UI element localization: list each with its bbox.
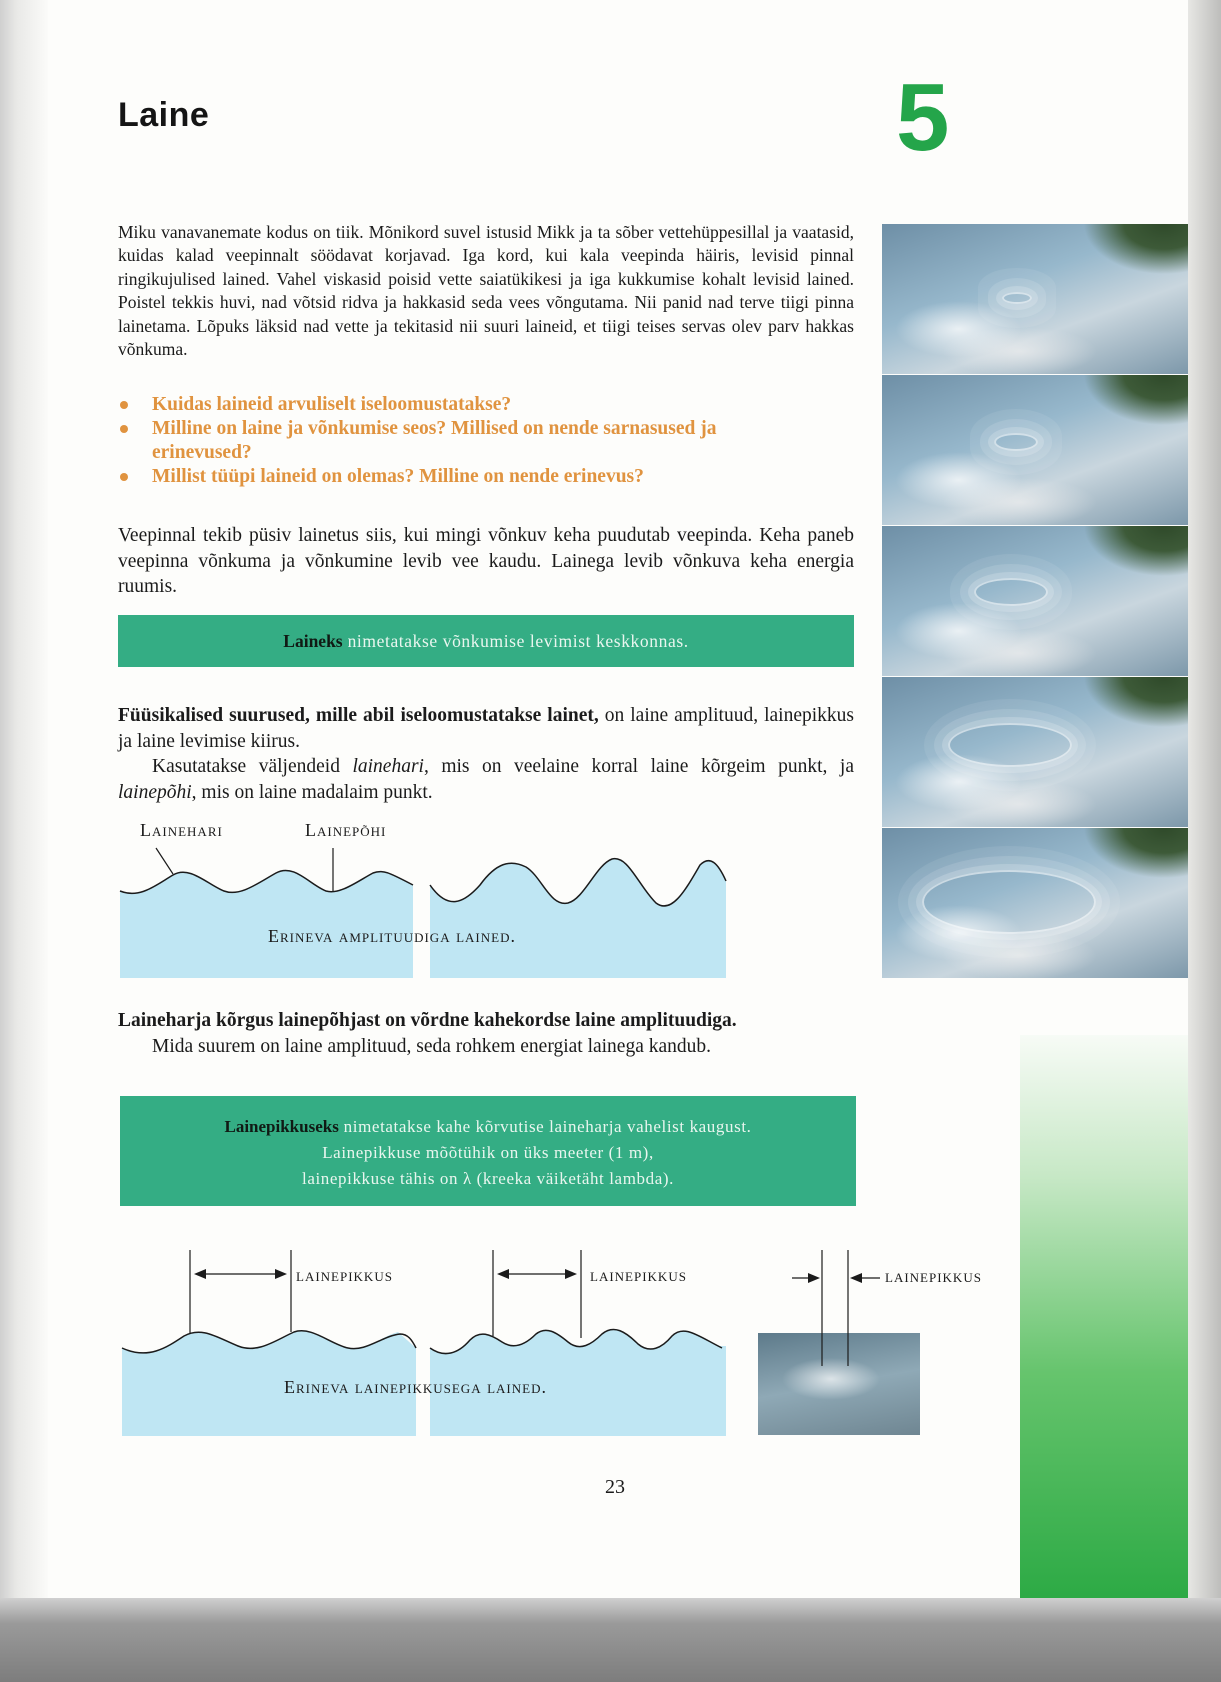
small-amplitude-wave — [120, 870, 413, 978]
ripple-rings — [974, 578, 1048, 606]
question-list — [118, 393, 818, 489]
ripple-photo — [882, 224, 1188, 374]
page-edge — [1188, 0, 1221, 1682]
term-lainepohi: lainepõhi — [118, 781, 192, 803]
ripple-photo — [882, 677, 1188, 827]
tree-reflection — [1068, 375, 1188, 435]
body-paragraph: Veepinnal tekib püsiv lainetus siis, kui mingi võnkuv keha puudutab veepinda. Keha paneb veepinna võnkuma ja võnkumine levib vee kaudu. Lainega levib võnkuva keha energia ruumis. — [118, 525, 854, 597]
definition-text: nimetatakse võnkumise levimist keskkonnas. — [342, 631, 689, 651]
tree-reflection — [1068, 526, 1188, 586]
amplitude-caption: Erineva amplituudiga lained. — [268, 926, 516, 946]
tree-reflection — [1068, 224, 1188, 284]
ripple-rings — [1002, 292, 1032, 304]
page-title: Laine — [118, 96, 210, 134]
amplitude-wave-diagram — [118, 845, 728, 980]
label-crest: Lainehari — [140, 820, 223, 840]
wavelength-definition-box: Lainepikkuseks nimetatakse kahe kõrvutise laineharja vahelist kaugust. Lainepikkuse mõõtühik on üks meeter (1 m), lainepikkuse tähis on λ (kreeka väiketäht lambda). — [120, 1096, 856, 1206]
ripple-rings — [922, 870, 1096, 934]
page-number: 23 — [605, 1476, 625, 1498]
wavelength-caption: Erineva lainepikkusega lained. — [284, 1377, 547, 1397]
ripple-rings — [994, 433, 1038, 451]
term-lainehari: lainehari — [352, 756, 424, 777]
terms-paragraph: Kasutatakse väljendeid lainehari, mis on veelaine korral laine kõrgeim punkt, ja lainepõhi, mis on laine madalaim punkt. — [118, 756, 854, 803]
bullet-icon — [120, 473, 128, 481]
scanner-margin — [0, 1598, 1221, 1682]
wavelength-label: lainepikkus — [296, 1265, 393, 1285]
question-item: Kuidas laineid arvuliselt iseloomustatakse? — [118, 393, 818, 417]
tree-reflection — [1068, 828, 1188, 888]
wave-definition-box — [118, 615, 854, 667]
bullet-icon — [120, 425, 128, 433]
bullet-icon — [120, 401, 128, 409]
question-item: Millist tüüpi laineid on olemas? Milline on nende erinevus? — [118, 465, 818, 489]
intro-paragraph: Miku vanavanemate kodus on tiik. Mõnikord suvel istusid Mikk ja ta sõber vettehüppesillal ja vaatasid, kuidas kalad veepinnalt söödavat korjavad. Iga kord, kui kala veepinda häiris, levisid pinnal ringikujulised lained. Vahel viskasid poisid vette saiatükikesi ja iga kukkumise kohalt levisid lained. Poistel tekkis huvi, nad võtsid ridva ja hakkasid seda vees võngutama. Nii panid nad terve tiigi pinna lainetama. Lõpuks läksid nad vette ja tekitasid nii suuri laineid, et tiigi teises servas olev parv hakkas võnkuma. — [118, 222, 854, 360]
wavelength-label: lainepikkus — [885, 1266, 982, 1286]
question-item: Milline on laine ja võnkumise seos? Millised on nende sarnasused ja erinevused? — [118, 417, 818, 465]
green-margin-strip — [1020, 1035, 1192, 1598]
label-trough: Lainepõhi — [305, 820, 387, 840]
ripple-photo-sequence — [882, 224, 1188, 980]
binding-shadow — [0, 0, 48, 1598]
chapter-number: 5 — [896, 64, 950, 171]
definition-term: Laineks — [283, 631, 343, 651]
tree-reflection — [1068, 677, 1188, 737]
photo-wavelength-marker — [790, 1250, 890, 1368]
large-amplitude-wave — [430, 859, 726, 978]
definition-term: Lainepikkuseks — [224, 1117, 339, 1136]
amplitude-rule-paragraph: Laineharja kõrgus lainepõhjast on võrdne kahekordse laine amplituudiga. Mida suurem on laine amplituud, seda rohkem energiat lainega kandub. — [118, 1010, 737, 1057]
ripple-photo — [882, 526, 1188, 676]
ripple-photo — [882, 375, 1188, 525]
ripple-rings — [948, 723, 1072, 767]
quantities-paragraph: Füüsikalised suurused, mille abil iseloomustatakse lainet, on laine amplituud, lainepikkus ja laine levimise kiirus. — [118, 705, 854, 752]
ripple-photo — [882, 828, 1188, 978]
wavelength-label: lainepikkus — [590, 1265, 687, 1285]
